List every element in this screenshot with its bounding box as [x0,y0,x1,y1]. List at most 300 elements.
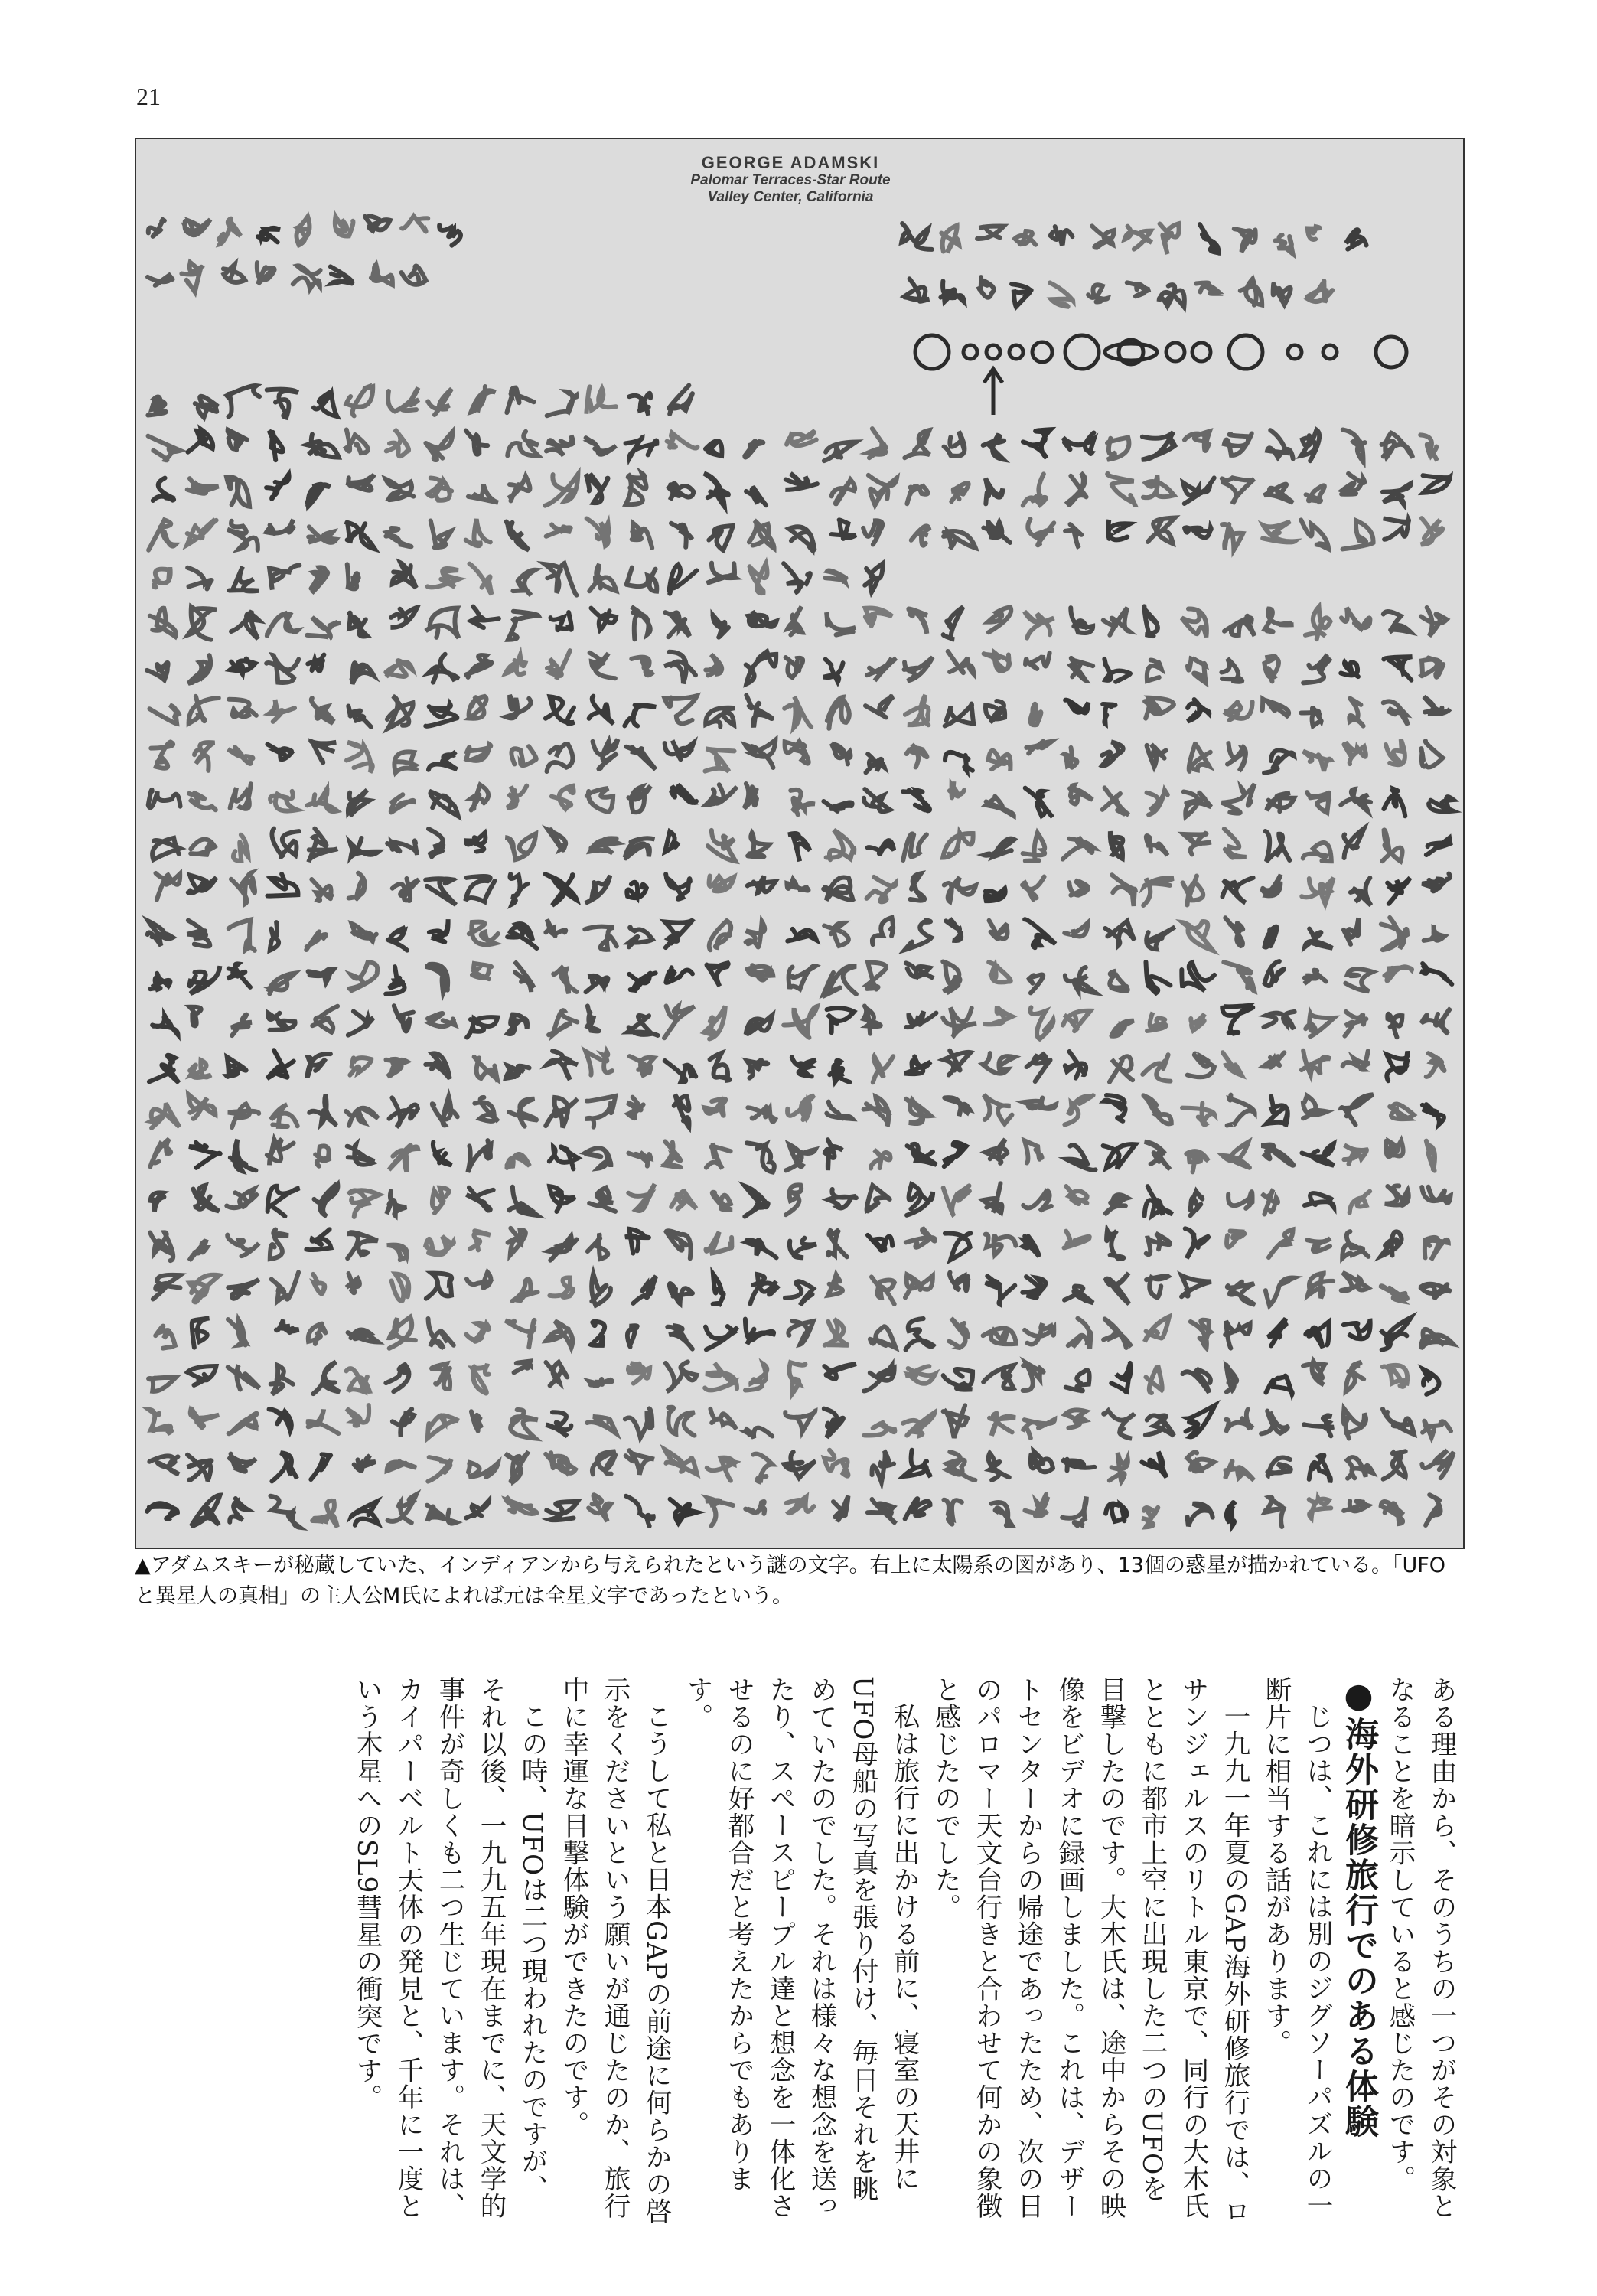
glyph-mark [227,386,260,416]
glyph-mark [906,1012,936,1028]
sun-icon [915,335,949,369]
glyph-mark [150,1232,173,1261]
glyph-mark [474,1097,498,1121]
glyph-mark [901,223,932,249]
glyph-mark [867,963,886,990]
glyph-mark [1092,226,1113,247]
glyph-mark [389,1317,416,1349]
glyph-mark [549,1146,579,1169]
glyph-mark [944,1405,968,1437]
glyph-mark [1386,1140,1403,1156]
glyph-mark [746,488,766,505]
glyph-mark [590,838,618,853]
glyph-mark [947,1452,975,1480]
glyph-mark [1307,281,1332,302]
glyph-mark [153,478,174,501]
glyph-mark [429,752,457,769]
glyph-mark [270,1229,288,1259]
glyph-mark [989,921,1008,939]
glyph-mark [1225,1461,1253,1480]
glyph-mark [1309,1455,1331,1482]
glyph-mark [1303,1362,1325,1385]
glyph-mark [1264,484,1293,503]
glyph-mark [1181,963,1214,991]
article-body [130,1676,1462,2227]
glyph-mark [508,476,530,501]
glyph-mark [868,1499,896,1524]
glyph-mark [1422,657,1443,677]
glyph-mark [1050,282,1073,306]
glyph-mark [1189,744,1211,771]
glyph-mark [428,1457,451,1482]
glyph-mark [505,1320,534,1347]
glyph-mark [1070,785,1093,804]
glyph-mark [787,1497,814,1513]
glyph-mark [514,961,533,992]
glyph-mark [1103,1144,1136,1169]
glyph-mark [471,785,489,810]
glyph-mark [747,1060,768,1078]
glyph-mark [1303,1096,1327,1119]
glyph-mark [266,475,289,499]
glyph-mark [276,1320,298,1333]
glyph-mark [505,1451,528,1482]
glyph-mark [514,1362,531,1373]
glyph-mark [469,922,498,945]
glyph-mark [1341,608,1370,629]
glyph-mark [908,608,927,633]
glyph-mark [1191,1320,1211,1348]
glyph-mark [1182,1103,1214,1124]
glyph-mark [1223,1142,1250,1167]
glyph-mark [1185,1228,1210,1258]
glyph-mark [1066,473,1087,505]
glyph-mark [428,1319,453,1349]
glyph-mark [152,838,180,859]
glyph-mark [313,1274,324,1293]
glyph-mark [1423,1421,1451,1437]
letterhead [664,153,917,206]
glyph-mark [547,744,573,771]
glyph-mark [315,1146,331,1166]
glyph-mark [944,1500,961,1525]
glyph-mark [1222,878,1253,902]
glyph-mark [904,279,929,301]
glyph-mark [231,1015,252,1036]
glyph-mark [230,659,256,674]
glyph-mark [1421,741,1442,767]
glyph-mark [870,1326,895,1348]
glyph-mark [944,432,965,456]
glyph-mark [1125,227,1152,249]
glyph-mark [1344,828,1364,858]
glyph-mark [1225,918,1243,946]
glyph-mark [911,873,925,900]
glyph-mark [586,474,608,503]
glyph-mark [1221,659,1242,682]
glyph-mark [667,432,698,448]
glyph-mark [430,792,458,817]
glyph-mark [1068,1319,1091,1349]
glyph-mark [1025,1140,1042,1163]
glyph-mark [745,1428,772,1438]
glyph-mark [706,708,735,727]
glyph-mark [1196,282,1219,293]
glyph-mark [1028,519,1054,545]
glyph-mark [227,477,249,506]
glyph-mark [1106,1503,1127,1521]
glyph-mark [228,1280,259,1299]
glyph-mark [346,429,368,453]
glyph-mark [868,1235,892,1251]
glyph-mark [546,1097,578,1127]
glyph-mark [148,396,165,415]
glyph-mark [1142,432,1175,460]
glyph-mark [1266,1277,1294,1306]
glyph-mark [1182,921,1213,951]
glyph-mark [347,386,373,416]
glyph-mark [468,484,498,503]
glyph-mark [946,918,961,941]
glyph-mark [1023,1236,1039,1256]
glyph-mark [906,1229,935,1247]
glyph-mark [786,657,803,677]
section-heading: ●海外研修旅行でのある体験 [1339,1676,1378,2139]
glyph-mark [1146,836,1168,856]
glyph-mark [510,874,527,904]
glyph-mark [1142,1508,1158,1527]
glyph-mark [832,744,851,765]
glyph-mark [394,1006,413,1031]
glyph-mark [589,696,614,724]
glyph-mark [507,924,536,948]
glyph-mark [223,264,245,282]
glyph-mark [904,1056,930,1074]
glyph-mark [627,568,657,592]
glyph-mark [267,390,298,418]
glyph-mark [788,833,810,861]
glyph-mark [1065,524,1081,548]
glyph-mark [150,974,170,990]
glyph-mark [1023,833,1045,861]
glyph-mark [348,706,370,727]
glyph-mark [586,976,608,992]
glyph-mark [1186,1151,1208,1172]
glyph-mark [191,1495,220,1527]
solar-system-diagram [915,335,1406,415]
glyph-mark [826,830,855,860]
glyph-mark [707,1458,735,1481]
glyph-mark [188,655,210,683]
glyph-mark [1343,1051,1370,1069]
glyph-mark [1265,609,1294,632]
glyph-mark [1064,1287,1093,1303]
glyph-mark [1422,1187,1450,1203]
glyph-mark [1200,224,1219,253]
glyph-mark [151,742,173,768]
glyph-mark [1188,700,1209,722]
glyph-mark [789,1362,805,1394]
glyph-mark [1303,843,1331,861]
article-paragraph: 私は旅行に出かける前に、寝室の天井にUFO母船の写真を張り付け、毎日それを眺めていたのでした。それは様々な想念を送ったり、スペースピープル達と想念を一体化させるのに好都合だと考えたからでもあります。 [682,1676,919,2219]
glyph-mark [152,1016,178,1035]
glyph-mark [1265,961,1284,986]
glyph-mark [271,1365,293,1394]
glyph-mark [986,1276,1015,1304]
glyph-mark [1426,838,1452,855]
glyph-mark [269,700,295,722]
glyph-mark [230,1454,256,1472]
glyph-mark [507,521,529,550]
glyph-mark [190,966,220,993]
glyph-mark [1344,1501,1368,1511]
glyph-mark [510,1410,538,1439]
glyph-mark [943,1008,976,1037]
glyph-mark [471,1411,481,1430]
glyph-mark [347,1274,360,1293]
glyph-mark [748,876,775,893]
glyph-mark [590,653,615,679]
glyph-mark [227,1189,258,1208]
glyph-mark [1421,1329,1453,1349]
glyph-mark [429,654,459,683]
glyph-mark [628,1184,654,1211]
glyph-mark [1341,662,1358,677]
glyph-mark [906,1099,930,1124]
glyph-mark [625,1229,649,1254]
glyph-mark [266,520,293,534]
glyph-mark [507,786,526,808]
glyph-mark [1381,918,1407,950]
letterhead-name: GEORGE ADAMSKI [701,153,880,172]
glyph-mark [428,389,451,415]
glyph-mark [348,790,370,815]
glyph-mark [1069,880,1088,895]
glyph-mark [745,441,763,457]
glyph-mark [905,695,929,725]
glyph-mark [545,475,578,506]
glyph-mark [907,1184,933,1215]
glyph-mark [784,1006,817,1038]
glyph-mark [625,838,655,858]
glyph-mark [628,786,650,812]
glyph-mark [392,1274,409,1300]
glyph-mark [1429,797,1453,811]
glyph-mark [906,1319,934,1350]
glyph-mark [1384,518,1409,539]
glyph-mark [465,876,494,902]
glyph-mark [629,928,653,947]
glyph-mark [1275,235,1292,254]
glyph-mark [545,563,576,595]
glyph-mark [828,1275,842,1296]
glyph-mark [469,696,487,719]
glyph-mark [1224,829,1247,858]
glyph-mark [1107,438,1129,460]
glyph-mark [1264,927,1276,947]
planet-icon [1323,345,1337,359]
glyph-mark [1422,874,1450,892]
glyph-mark [1225,1321,1250,1348]
glyph-mark [585,1096,615,1127]
glyph-mark [1301,708,1321,726]
glyph-mark [1421,608,1447,636]
glyph-mark [787,1095,814,1120]
glyph-mark [293,266,321,289]
glyph-mark [706,654,722,675]
glyph-mark [507,432,538,456]
glyph-mark [665,1450,697,1474]
glyph-mark [749,520,774,549]
glyph-mark [1342,1231,1368,1258]
glyph-mark [1160,223,1179,254]
glyph-mark [1264,657,1279,682]
glyph-mark [1384,612,1411,633]
glyph-mark [466,1188,493,1211]
glyph-mark [1227,743,1246,771]
glyph-mark [626,438,657,458]
glyph-mark [1426,1495,1440,1525]
glyph-mark [669,565,696,594]
article-intro: ある理由から、そのうちの一つがその対象となることを暗示していると感じたのです。 [1384,1676,1456,2219]
glyph-mark [386,429,409,456]
glyph-mark [306,1229,331,1250]
glyph-mark [546,1453,575,1473]
glyph-mark [945,704,974,726]
glyph-mark [1384,657,1412,680]
glyph-mark [429,829,443,856]
planet-icon [963,345,977,359]
glyph-mark [1185,527,1211,537]
glyph-mark [670,1499,697,1524]
glyph-mark [1143,1095,1171,1124]
glyph-mark [1063,839,1094,859]
glyph-mark [1065,1410,1086,1427]
glyph-mark [1346,1362,1364,1392]
glyph-mark [228,1319,246,1345]
glyph-mark [184,220,210,235]
glyph-mark [154,567,171,587]
glyph-mark [585,927,616,950]
glyph-mark [347,1232,377,1258]
glyph-mark [1103,1411,1134,1438]
glyph-mark [704,1006,725,1039]
glyph-mark [867,658,896,681]
glyph-mark [1344,1409,1366,1439]
glyph-mark [1227,1502,1235,1525]
glyph-mark [389,1097,418,1127]
glyph-mark [1187,1452,1214,1471]
glyph-mark [267,614,298,636]
glyph-mark [347,742,373,773]
glyph-mark [258,228,280,242]
glyph-mark [785,742,809,764]
glyph-mark [709,921,731,950]
glyph-mark [428,1415,459,1438]
glyph-mark [1111,1363,1130,1394]
glyph-mark [187,429,213,452]
glyph-mark [785,1411,815,1432]
glyph-mark [905,1274,933,1297]
article-paragraph: この時、UFOは二つ現われたのですが、それ以後、一九九五年現在までに、天文学的事件が奇しくも二つ生じています。それは、カイパーベルト天体の発見と、千年に一度という木星へのSL9彗星の衝突です。 [351,1676,547,2219]
glyph-mark [864,1365,895,1391]
glyph-mark [386,967,404,994]
glyph-mark [1426,1141,1435,1171]
glyph-mark [149,705,179,723]
glyph-mark [231,611,259,639]
glyph-mark [314,1184,337,1217]
glyph-mark [230,566,259,591]
glyph-mark [467,1017,497,1037]
glyph-mark [943,1143,966,1166]
glyph-mark [387,841,417,855]
glyph-mark [388,388,419,412]
glyph-mark [705,1363,737,1391]
glyph-mark [1105,921,1134,945]
glyph-mark [1380,1317,1411,1350]
glyph-mark [784,696,811,727]
glyph-mark [549,1010,577,1035]
glyph-mark [944,1186,970,1216]
glyph-mark [667,1326,693,1349]
glyph-mark [1062,1497,1087,1526]
glyph-mark [986,1139,1008,1163]
glyph-mark [666,1362,696,1391]
glyph-mark [943,833,973,857]
glyph-mark [269,565,299,589]
glyph-mark [1227,1095,1255,1126]
glyph-mark [228,747,253,763]
glyph-mark [394,752,416,772]
glyph-mark [983,1365,1014,1389]
glyph-mark [943,961,960,993]
glyph-mark [1264,750,1294,772]
glyph-mark [1108,520,1129,540]
glyph-mark [307,618,338,638]
glyph-mark [786,1185,801,1215]
glyph-mark [790,790,815,815]
glyph-mark [585,1052,612,1075]
glyph-mark [626,747,655,770]
glyph-mark [553,968,576,994]
glyph-mark [1064,1231,1090,1248]
glyph-mark [227,1235,259,1257]
glyph-mark [155,1326,175,1349]
glyph-mark [1266,1497,1285,1527]
glyph-mark [674,1094,689,1127]
glyph-mark [230,1499,248,1522]
glyph-mark [1022,1277,1045,1297]
glyph-mark [546,1051,578,1080]
glyph-script-illustration [136,139,1463,1548]
glyph-mark [1145,1186,1172,1216]
glyph-mark [712,1192,732,1210]
glyph-mark [148,520,175,550]
glyph-mark [984,653,1009,671]
glyph-mark [187,1366,216,1385]
glyph-mark [386,1192,406,1216]
glyph-mark [505,833,536,859]
glyph-mark [591,608,616,631]
glyph-mark [227,521,258,550]
glyph-mark [1127,282,1150,296]
glyph-mark [309,1094,337,1126]
glyph-mark [148,790,181,807]
glyph-mark [828,1228,847,1257]
glyph-mark [1262,1145,1294,1166]
glyph-mark [587,519,609,546]
planet-icon [1009,345,1023,359]
